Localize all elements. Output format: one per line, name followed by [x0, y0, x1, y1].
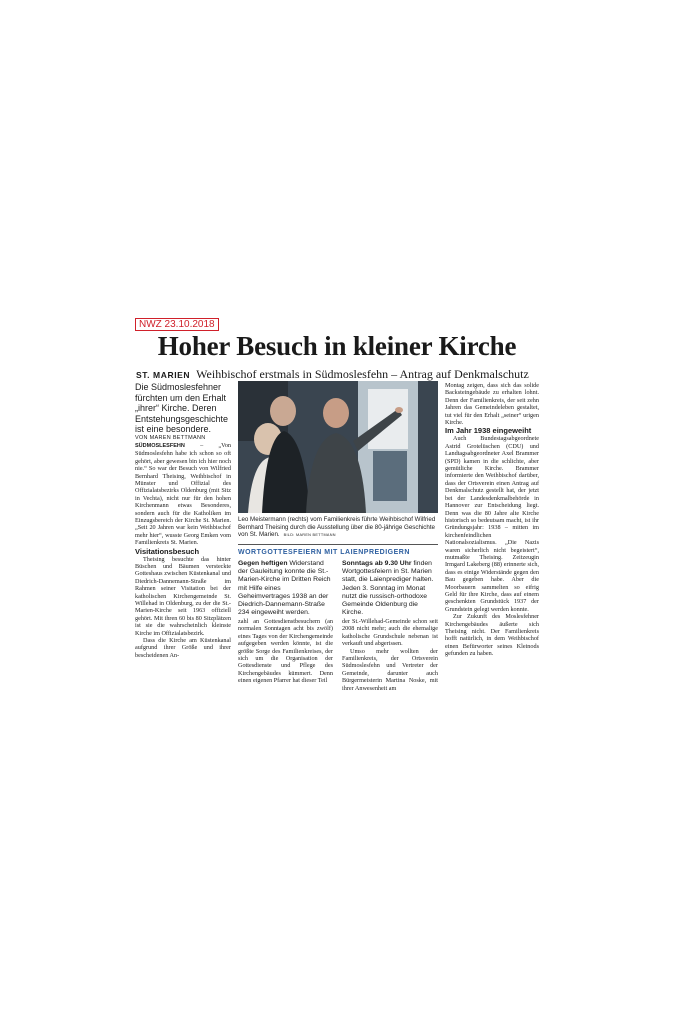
- headline: Hoher Besuch in kleiner Kirche: [157, 331, 517, 361]
- subheading: Visitationsbesuch: [135, 546, 200, 556]
- photo-caption: [238, 516, 438, 540]
- byline: VON MAREN BETTMANN: [135, 434, 206, 441]
- photo-illustration: [238, 381, 438, 513]
- info-text: finden Wortgottesfeiern in St. Marien statt, die Laienprediger halten. Jeden 3. Sonntag im Monat nutzt die russisch-orthodoxe Gemeinde Oldenburg die Kirche.: [342, 560, 434, 617]
- subheadline-line: [136, 367, 539, 382]
- subheadline: Weihbischof erstmals in Südmoslesfehn – Antrag auf Denkmalschutz: [196, 367, 529, 381]
- article-photo: [238, 381, 438, 513]
- info-lead: Sonntags ab 9.30 Uhr: [342, 560, 412, 567]
- paragraph: zahl an Gottesdienstbesuchern (an normalen Sonntagen acht bis zwölf) eines Tages von der Kirchengemeinde aufgegeben werden könnte, ist die größte Sorge des Familienkreises, der sich um die Organisation der Gottesdienste und Pflege des Kirchengebäudes kümmert. Denn einen eigenen Pfarrer hat dieser Teil: [238, 618, 333, 685]
- paragraph-text: – „Von Südmoslesfehn habe ich schon so oft gehört, aber gewesen bin ich hier noch nie.“ So war der Besuch von Wilfried Bernhard Theising, Weihbischof in Münster und Offizial des Offizialatsbezirks Oldenburg (mit Sitz in Vechta), nicht nur für den hohen Kirchenmann etwas Besonderes, sondern auch für die Katholiken im Einzugsbereich der Kirche St. Marien. „Seit 20 Jahren war kein Weihbischof mehr hier“, wusste Georg Emken vom Familienkreis St. Marien.: [135, 441, 232, 547]
- subheading: Im Jahr 1938 eingeweiht: [445, 426, 532, 436]
- date-stamp: NWZ 23.10.2018: [135, 318, 219, 331]
- article-column-4: [445, 382, 539, 658]
- paragraph: Dass die Kirche am Küstenkanal aufgrund ihrer Größe und ihrer bescheidenen An-: [135, 637, 231, 659]
- paragraph: Montag zeigen, dass sich das solide Backsteingebäude zu erhalten lohnt. Denn der Familienkreis, der seit zehn Jahren das Gemeindeleben gestaltet, tut viel für den Erhalt „seiner“ urigen Kirche.: [445, 382, 539, 427]
- photo-credit: BILD: MAREN BETTMANN: [283, 533, 336, 538]
- paragraph: Umso mehr wollten der Familienkreis, der Ortsverein Südmoslesfehn und Vertreter der Gemeinde, darunter auch Bürgermeisterin Martina Noske, mit ihrer Anwesenheit am: [342, 647, 438, 692]
- info-box-left: [238, 560, 333, 617]
- article-column-3: [342, 618, 438, 692]
- info-box-right: [342, 560, 438, 617]
- location-kicker: ST. MARIEN: [136, 370, 191, 380]
- teaser: Die Südmoslesfehner fürchten um den Erhalt „ihrer“ Kirche. Deren Entstehungsgeschichte ist eine besondere.: [135, 382, 229, 434]
- paragraph: Zur Zukunft des Moslesfehner Kirchengebäudes äußerte sich Theising nicht. Der Familienkreis hofft natürlich, in dem Weihbischof einen Befürworter seines Kleinods gefunden zu haben.: [445, 613, 539, 658]
- info-box-heading: WORTGOTTESFEIERN MIT LAIENPREDIGERN: [238, 549, 410, 556]
- paragraph: Auch Bundestagsabgeordnete Astrid Grotelüschen (CDU) und Landtagsabgeordneter Axel Brammer (SPD) kamen in die schlichte, aber gemütliche Kirche. Brammer informierte den Weihbischof darüber, dass der Ortsverein einen Antrag auf Denkmalschutz gestellt hat, der jetzt bei der Landesdenkmalbehörde in Hannover zur Entscheidung liegt. Denn was die 80 Jahre alte Kirche historisch so bedeutsam macht, ist ihr Gründungsjahr: 1938 – mitten im kirchenfeindlichen Nationalsozialismus. „Die Nazis waren sicherlich nicht begeistert“, mutmaßte Theising. Zeitzeugin Irmgard Lakeberg (88) erinnerte sich, dass es einige Widerstände gegen den Bau gegeben habe. Aber die Moorbauern sammelten so eifrig Geld für ihre Kirche, dass auf einem geschenkten Grundstück 1937 der Grundstein gelegt werden konnte.: [445, 435, 539, 613]
- paragraph: Theising besuchte das hinter Büschen und Bäumen versteckte Gotteshaus zwischen Küstenkanal und Diedrich-Dannemann-Straße im Rahmen seiner Visitation bei der katholischen Kirchengemeinde St. Willehad in Oldenburg, zu der die St.-Marien-Kirche seit 1963 offiziell gehört. Mit ihren 60 bis 80 Sitzplätzen ist sie die wahrscheinlich kleinste Kirche im Offizialatsbezirk.: [135, 555, 231, 637]
- divider: [238, 544, 438, 545]
- info-text: Widerstand der Gauleitung konnte die St.-Marien-Kirche im Dritten Reich mit Hilfe eines Geheimvertrages 1938 an der Diedrich-Dannemann-Straße 234 eingeweiht werden.: [238, 560, 331, 617]
- caption-text: Leo Meistermann (rechts) vom Familienkreis führte Weihbischof Wilfried Bernhard Theising durch die Ausstellung über die 80-jährige Geschichte von St. Marien.: [238, 516, 436, 539]
- newspaper-clipping: [135, 318, 539, 738]
- article-column-1: [135, 382, 231, 659]
- paragraph: [135, 442, 231, 547]
- paragraph: der St.-Willehad-Gemeinde schon seit 2008 nicht mehr; auch die ehemalige katholische Grundschule nebenan ist verkauft und abgerissen.: [342, 618, 438, 648]
- info-lead: Gegen heftigen: [238, 560, 288, 567]
- dateline: SÜDMOSLESFEHN: [135, 442, 185, 449]
- article-column-2: [238, 618, 333, 685]
